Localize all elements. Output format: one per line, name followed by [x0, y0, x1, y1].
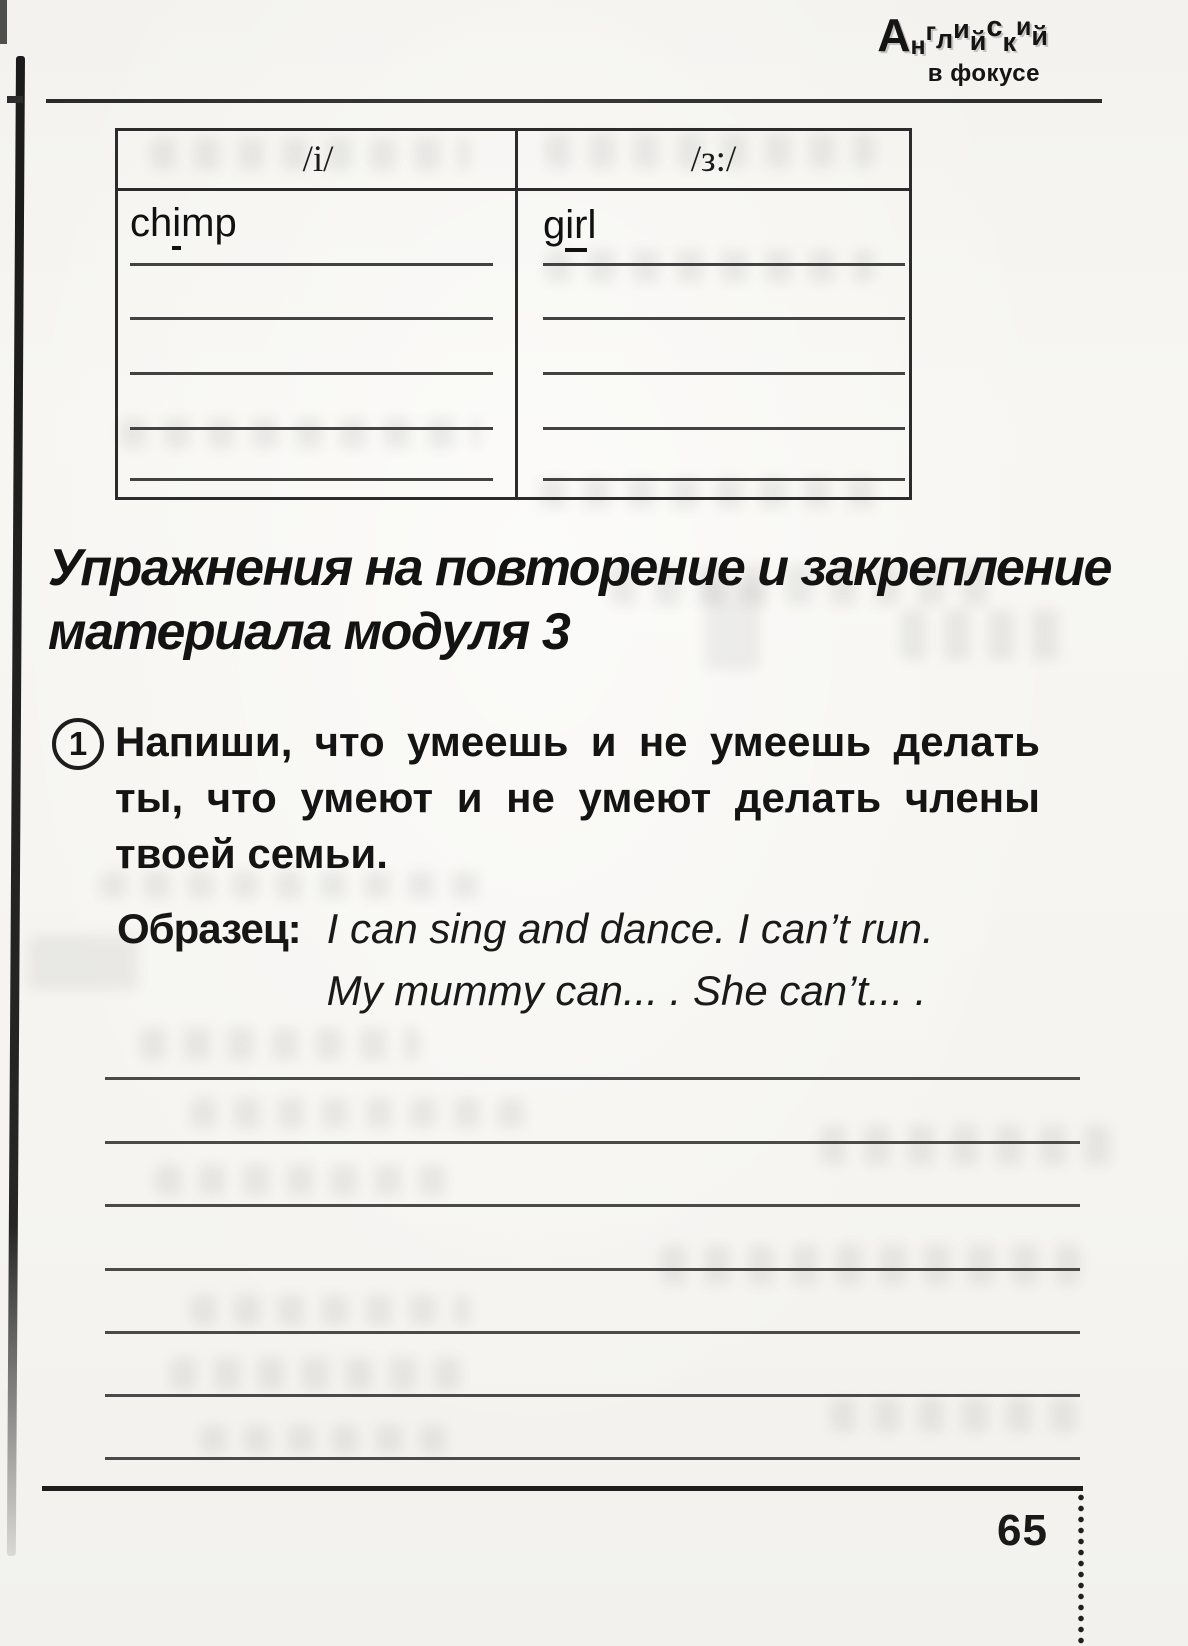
example-label: Образец: — [117, 905, 301, 952]
table-writing-line — [543, 427, 905, 430]
header-horizontal-rule — [46, 99, 1102, 103]
table-writing-line — [130, 427, 493, 430]
example-block — [117, 898, 934, 1022]
table-writing-line — [543, 372, 905, 375]
phonics-table — [115, 128, 912, 500]
binding-shadow-bar — [7, 56, 25, 1556]
word-part-underlined: ir — [565, 203, 587, 252]
bleed-through-smudge — [200, 1425, 460, 1453]
word-part-underlined: i — [172, 201, 181, 250]
binding-dash-mark — [7, 96, 23, 103]
exercise-number-badge — [52, 718, 104, 770]
table-column-divider — [515, 131, 518, 497]
logo-letter: А — [877, 9, 911, 61]
bleed-through-smudge — [660, 1245, 1080, 1285]
bleed-through-smudge — [190, 1098, 530, 1128]
instruction-line: Напиши, что умеешь и не умеешь делать — [115, 718, 1040, 765]
example-word-girl — [543, 203, 596, 247]
table-writing-line — [543, 263, 905, 266]
page-number: 65 — [997, 1506, 1048, 1555]
logo-subtitle: в фокусе — [927, 60, 1040, 87]
footer-horizontal-rule — [42, 1486, 1083, 1491]
word-part: mp — [181, 201, 237, 245]
writing-line — [105, 1457, 1080, 1460]
logo-letter: г — [925, 18, 936, 46]
instruction-line: ты, что умеют и не умеют делать члены — [115, 774, 1040, 821]
bleed-through-smudge — [170, 1358, 470, 1390]
dotted-edge-line — [1078, 1494, 1084, 1644]
writing-line — [105, 1268, 1080, 1271]
section-heading — [48, 536, 1111, 664]
writing-line — [105, 1331, 1080, 1334]
phoneme-header-er: /з:/ — [690, 139, 737, 180]
writing-line — [105, 1141, 1080, 1144]
logo-letter: и — [1016, 13, 1032, 41]
logo-letter: с — [986, 11, 1003, 43]
bleed-through-smudge — [140, 1028, 420, 1060]
logo-letter: к — [1002, 27, 1017, 57]
table-writing-line — [130, 263, 493, 266]
exercise-instruction — [115, 714, 1040, 882]
table-writing-line — [543, 317, 905, 320]
word-part: l — [587, 203, 597, 247]
phoneme-header-i: /i/ — [302, 139, 334, 180]
example-sentence-line: My mummy can... . She can’t... . — [326, 967, 927, 1014]
example-sentences — [327, 898, 934, 1022]
scan-corner-mark — [0, 0, 7, 44]
logo-letter: л — [935, 24, 954, 54]
spotlight-logo — [877, 9, 1048, 88]
example-sentence-line: I can sing and dance. I can’t run. — [326, 905, 934, 952]
logo-letter: и — [953, 14, 970, 44]
logo-title — [877, 9, 1048, 61]
logo-letter: й — [1031, 21, 1048, 51]
table-writing-line — [130, 317, 493, 320]
exercise-number: 1 — [68, 725, 88, 762]
table-writing-line — [130, 478, 493, 481]
instruction-line: твоей семьи. — [115, 830, 388, 877]
logo-letter: н — [910, 32, 926, 60]
table-writing-line — [543, 478, 905, 481]
bleed-through-smudge — [820, 1125, 1120, 1165]
writing-line — [105, 1204, 1080, 1207]
bleed-through-smudge — [830, 1398, 1085, 1432]
bleed-through-smudge — [190, 1295, 470, 1325]
writing-line — [105, 1394, 1080, 1397]
bleed-through-smudge — [155, 1165, 455, 1195]
table-writing-line — [130, 372, 493, 375]
section-heading-line1: Упражнения на повторение и закрепление — [48, 539, 1111, 597]
example-word-chimp — [130, 201, 237, 245]
section-heading-line2: материала модуля 3 — [48, 603, 570, 661]
word-part: ch — [130, 201, 173, 245]
phonics-table-header — [118, 131, 909, 191]
word-part: g — [543, 203, 566, 247]
logo-letter: й — [969, 26, 987, 56]
writing-line — [105, 1077, 1080, 1080]
